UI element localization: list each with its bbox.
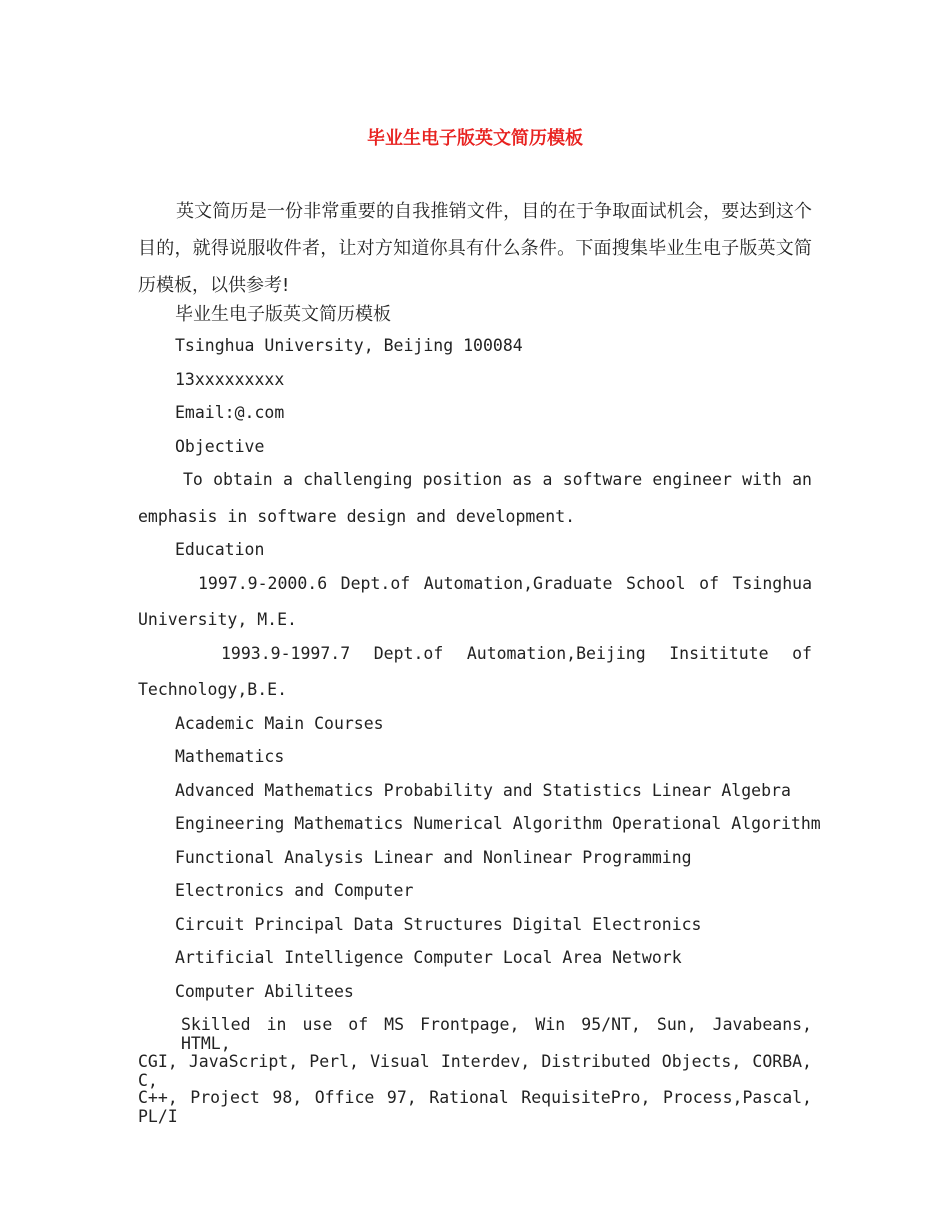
skills-line-1: Skilled in use of MS Frontpage, Win 95/NT, Sun, Javabeans, HTML, [181,1015,812,1053]
phone-line: 13xxxxxxxxx [175,370,285,389]
address-line: Tsinghua University, Beijing 100084 [175,336,523,355]
mathematics-heading: Mathematics [175,747,285,766]
mathematics-courses-line-3: Functional Analysis Linear and Nonlinear Programming [175,848,692,867]
document-title: 毕业生电子版英文简历模板 [367,128,583,149]
intro-paragraph: 英文简历是一份非常重要的自我推销文件，目的在于争取面试机会，要达到这个目的，就得说服收件者，让对方知道你具有什么条件。下面搜集毕业生电子版英文简历模板，以供参考! [138,201,812,296]
electronics-courses-line-1: Circuit Principal Data Structures Digital Electronics [175,915,702,934]
objective-heading: Objective [175,437,265,456]
computer-abilities-heading: Computer Abilitees [175,982,354,1001]
objective-text-line-1: To obtain a challenging position as a software engineer with an [183,470,812,489]
electronics-computer-heading: Electronics and Computer [175,881,414,900]
resume-heading: 毕业生电子版英文简历模板 [175,304,391,325]
education-entry-2-line-1: 1993.9-1997.7 Dept.of Automation,Beijing Insititute of [221,644,812,663]
mathematics-courses-line-2: Engineering Mathematics Numerical Algorithm Operational Algorithm [175,814,821,833]
objective-text-line-2: emphasis in software design and development. [138,507,576,526]
mathematics-courses-line-1: Advanced Mathematics Probability and Statistics Linear Algebra [175,781,791,800]
email-line: Email:@.com [175,403,285,422]
electronics-courses-line-2: Artificial Intelligence Computer Local Area Network [175,948,682,967]
education-entry-1-line-2: University, M.E. [138,610,297,629]
skills-line-3: C++, Project 98, Office 97, Rational RequisitePro, Process,Pascal, PL/I [138,1088,812,1126]
education-entry-1-line-1: 1997.9-2000.6 Dept.of Automation,Graduate School of Tsinghua [198,574,812,593]
skills-line-2: CGI, JavaScript, Perl, Visual Interdev, Distributed Objects, CORBA, C, [138,1052,812,1090]
education-heading: Education [175,540,265,559]
education-entry-2-line-2: Technology,B.E. [138,680,288,699]
courses-heading: Academic Main Courses [175,714,384,733]
